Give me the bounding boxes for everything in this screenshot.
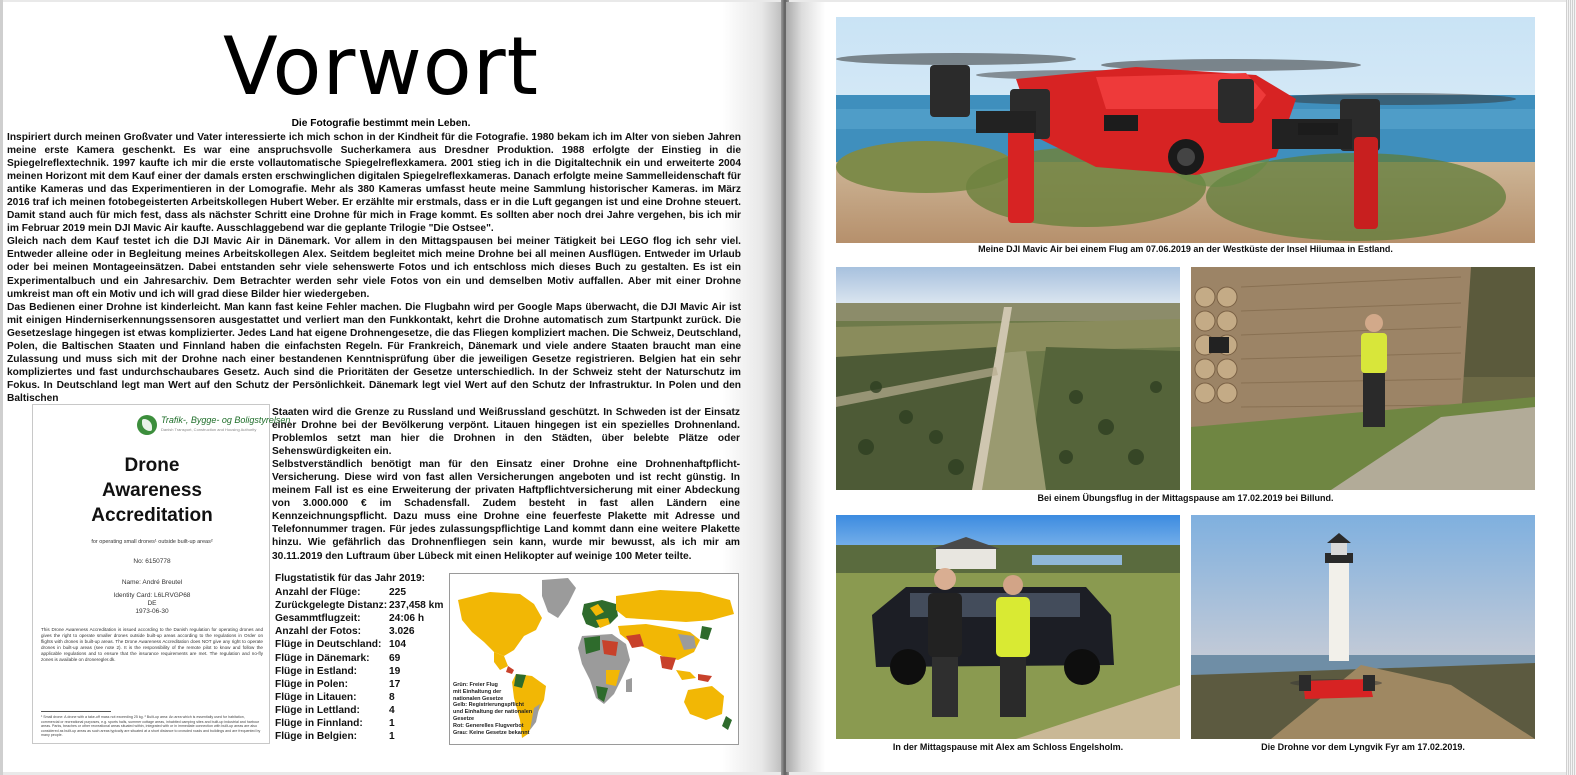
left-page <box>3 2 785 772</box>
certificate-body: This Drone Awareness Accreditation is issued according to the Danish regulation for operating drones and gives the right to operate smaller drones outside built-up areas according to the regulations in Order on flights with drones in built-up areas. The Drone Awareness Accreditation does NOT give any right to operate drones in built-up areas (see note 2). It is the responsibility of the remote pilot to know and follow the applicable regulations and to ensure that the insurance requirements are met. The regulation and no-fly zones is available on droneregler.dk. <box>41 627 263 663</box>
stat-row <box>275 638 445 651</box>
stat-row <box>275 612 445 625</box>
footnote-rule <box>41 711 111 712</box>
main-text <box>7 131 741 405</box>
column-text <box>272 406 740 563</box>
stat-value: 4 <box>389 704 395 716</box>
page-stack-right <box>1566 0 1576 775</box>
stat-label: Flüge in Litauen: <box>275 691 357 703</box>
caption-lyngvik: Die Drohne vor dem Lyngvik Fyr am 17.02.2019. <box>1261 742 1465 752</box>
stat-value: 104 <box>389 639 406 651</box>
caption-billund: Bei einem Übungsflug in der Mittagspause am 17.02.2019 bei Billund. <box>1037 493 1334 503</box>
drone-law-world-map <box>449 573 739 745</box>
legend-line: Grün: Freier Flug <box>453 682 498 688</box>
legend-line: Rot: Generelles Flugverbot <box>453 722 524 729</box>
stat-value: 1 <box>389 718 395 730</box>
photo-lyngvik-fyr <box>1191 515 1535 739</box>
drone-certificate <box>32 404 291 744</box>
certificate-title-line: Drone <box>124 455 180 476</box>
stat-row <box>275 586 445 599</box>
photo-drone-hiiumaa <box>836 17 1535 243</box>
stat-label: Flüge in Lettland: <box>275 704 360 716</box>
stat-value: 237,458 km <box>389 600 444 612</box>
paragraph: Staaten wird die Grenze zu Russland und Weißrussland geschützt. In Schweden ist der Einsatz einer Drohne bei der Bevölkerung verpönt. Litauen hingegen ist ein spezielles Drohnenland. Problemlos setzt man hier die Drohnen in den Städten, über belebte Plätze oder Sehenswürdigkeiten ein. <box>272 407 740 458</box>
authority-logo <box>137 413 291 439</box>
legend-line: und Einhaltung der nationalen <box>453 709 533 716</box>
certificate-date: 1973-06-30 <box>135 608 169 615</box>
stat-label: Flüge in Finnland: <box>275 718 363 730</box>
flight-statistics <box>275 572 445 743</box>
legend-line: Gelb: Registrierungspflicht <box>453 702 524 709</box>
stat-label: Flüge in Polen: <box>275 678 349 690</box>
legend-line: nationalen Gesetze <box>453 695 504 702</box>
stat-row <box>275 665 445 678</box>
stat-label: Flüge in Deutschland: <box>275 639 382 651</box>
paragraph: Das Bedienen einer Drohne ist kinderleicht. Man kann fast keine Fehler machen. Die Flugbahn wird per Google Maps überwacht, die DJI Mavic Air ist mit einigen Hinderniserkennungssensoren ausgestattet und verliert man den Funkkontakt, kehrt die Drohne automatisch zum Startpunkt zurück. Die Gesetzeslage hingegen ist etwas komplizierter. Jedes Land hat eigene Drohnengesetze, die das Fliegen kompliziert machen. Die Schweiz, Deutschland, Polen, die Baltischen Staaten und Finnland haben die einfachsten Regeln. Für Frankreich, Dänemark und viele andere Staaten braucht man eine Zulassung und muss sich mit der Drohne nach einer bestandenen Kenntnisprüfung über die jeweiligen Gesetze registrieren. Belgien hat ein sehr kompliziertes und fast undurchschaubares Gesetz. Auch sind die Prioritäten der Gesetze unterschiedlich. In der Schweiz steht der Naturschutz im Fokus. In Deutschland legt man Wert auf den Schutz der Persönlichkeit. Dänemark legt viel Wert auf den Schutz der Infrastruktur. In Polen und den Baltischen <box>7 301 741 404</box>
certificate-identity: Identity Card: L6LRVGP68 <box>113 592 191 599</box>
stat-label: Flüge in Estland: <box>275 665 358 677</box>
stat-value: 19 <box>389 665 401 677</box>
certificate-title-line: Awareness <box>102 480 202 501</box>
stat-value: 69 <box>389 652 401 664</box>
certificate-name: Name: André Breutel <box>121 579 183 586</box>
stat-value: 225 <box>389 587 406 599</box>
paragraph: Gleich nach dem Kauf testet ich die DJI Mavic Air in Dänemark. Vor allem in den Mittagspausen bei meiner Tätigkeit bei LEGO flog ich sehr viel. Entweder alleine oder in Begleitung meines Arbeitskollegen Alex. Seitdem begleitet mich meine Drohne bei all meinen Ausflügen. Entweder im Urlaub oder bei meinen Montageeinsätzen. Dabei entstanden sehr viele sehenswerte Fotos und ich entschloss mich dieses Buch zu gestalten. Es ist ein Experimentalbuch und ein Jahresarchiv. Dem Betrachter werden sehr viele Fotos von ein und demselben Motiv auffallen. Aber mit einer Drohne umkreist man oft ein Motiv und ich will grad diese Bilder hier wiedergeben. <box>7 236 741 300</box>
certificate-subtitle: for operating small drones¹ outside built-up areas² <box>91 539 213 545</box>
map-legend <box>453 682 532 736</box>
legend-line: Gesetze <box>453 715 475 722</box>
stat-label: Anzahl der Fotos: <box>275 626 362 638</box>
stat-value: 3.026 <box>389 626 415 638</box>
photo-aerial-forest <box>836 267 1180 490</box>
certificate-footnote: ¹ Small drone: A drone with a take-off mass not exceeding 25 kg. ² Built-up area: An area which is essentially used for habitation, commercial or recreational purposes, e.g. sports halls, summer cottage areas, inhabited camping sites and built-up industrial and harbour areas. Parks, beaches or other recreational areas situated within, integrated with or in immediate connection with built-up areas are also considered as built-up areas as such areas typically are situated at a short distance to crowded roads and buildings and are frequented by many people. <box>41 715 261 738</box>
paragraph: Selbstverständlich benötigt man für den Einsatz einer Drohne eine Drohnenhaftpflicht-Versicherung. Diese wird von fast allen Versicherungen angeboten und ist recht günstig. In meinem Fall ist es eine Erweiterung der privaten Haftpflichtversicherung mit einer Abdeckung von 3.000.000 € im Schadensfall. Zudem besteht in fast allen Ländern eine Kennzeichnungspflicht. Dazu muss eine Drohne eine feuerfeste Plakette mit Adresse und Telefonnummer tragen. Für jedes zulassungspflichtige Land kommt dann eine weitere Plakette hinzu. Wie gefährlich das Drohnenfliegen sein kann, wurde mir bewusst, als ich mir am 30.11.2019 den Luftraum über Lübeck mit einen Helikopter auf weinige 100 Meter teilte. <box>272 459 740 562</box>
stat-row <box>275 625 445 638</box>
stat-row <box>275 730 445 743</box>
stat-value: 24:06 h <box>389 613 425 625</box>
stat-label: Gesammtflugzeit: <box>275 613 361 625</box>
certificate-title <box>33 453 271 528</box>
logo-subtext: Danish Transport, Construction and Housing Authority <box>161 427 257 432</box>
certificate-number: No: 6150778 <box>133 558 171 565</box>
intro-line: Die Fotografie bestimmt mein Leben. <box>291 118 471 129</box>
stats-rows <box>275 586 445 743</box>
legend-line: Grau: Keine Gesetze bekannt <box>453 729 530 736</box>
stat-row <box>275 717 445 730</box>
leaf-logo-icon <box>137 415 157 435</box>
stat-value: 1 <box>389 731 395 743</box>
stats-title: Flugstatistik für das Jahr 2019: <box>275 573 426 584</box>
stat-row <box>275 678 445 691</box>
stat-row <box>275 704 445 717</box>
logo-text: Trafik-, Bygge- og Boligstyrelsen <box>161 415 291 425</box>
legend-line: mit Einhaltung der <box>453 688 502 695</box>
caption-engelsholm: In der Mittagspause mit Alex am Schloss Engelsholm. <box>892 742 1124 752</box>
stat-label: Flüge in Belgien: <box>275 731 358 743</box>
photo-engelsholm <box>836 515 1180 739</box>
stat-label: Anzahl der Flüge: <box>275 587 361 599</box>
caption-drone-hiiumaa: Meine DJI Mavic Air bei einem Flug am 07.06.2019 an der Westküste der Insel Hiiumaa in Estland. <box>978 244 1393 254</box>
stat-row <box>275 652 445 665</box>
stat-label: Zurückgelegte Distanz: <box>275 600 388 612</box>
stat-row <box>275 599 445 612</box>
photo-log-pile <box>1191 267 1535 490</box>
stat-value: 8 <box>389 691 395 703</box>
stat-value: 17 <box>389 678 401 690</box>
stat-row <box>275 691 445 704</box>
paragraph: Inspiriert durch meinen Großvater und Vater interessierte ich mich schon in der Kindheit für die Fotografie. 1980 bekam ich im Alter von sieben Jahren meine erste Kamera geschenkt. Es war eine anspruchsvolle Sucherkamera aus Dresdner Produktion. 1988 erfolgte der Einstieg in die Spiegelreflextechnik. 1997 kaufte ich mir die erste vollautomatische Spiegelreflexkamera. 2001 stieg ich in die Digitaltechnik ein und erweiterte 2004 meinen Horizont mit dem Kauf einer der damals ersten erschwinglichen digitalen Spiegelreflexkameras. Danach erfolgte meine Sammelleidenschaft für antike Kameras und das Experimentieren in der Lomografie. Mehr als 380 Kameras umfasst heute meine Sammlung historischer Kameras. im März 2016 traf ich meinen fotobegeisterten Arbeitskollegen Hubert Weber. Er erzählte mir erstmals, dass er in die Luft gegangen ist und eine Drohne steuert. Damit stand auch für mich fest, dass als nächster Schritt eine Drohne für mich in Frage kommt. Es sollten aber noch drei Jahre vergehen, bis ich mir im Februar 2019 mein DJI Mavic Air kaufte. Ausschlaggebend war die geplante Trilogie "Die Ostsee". <box>7 132 741 235</box>
page-title: Vorwort <box>223 20 539 113</box>
certificate-country: DE <box>147 600 157 607</box>
certificate-title-line: Accreditation <box>91 505 213 526</box>
stat-label: Flüge in Dänemark: <box>275 652 370 664</box>
